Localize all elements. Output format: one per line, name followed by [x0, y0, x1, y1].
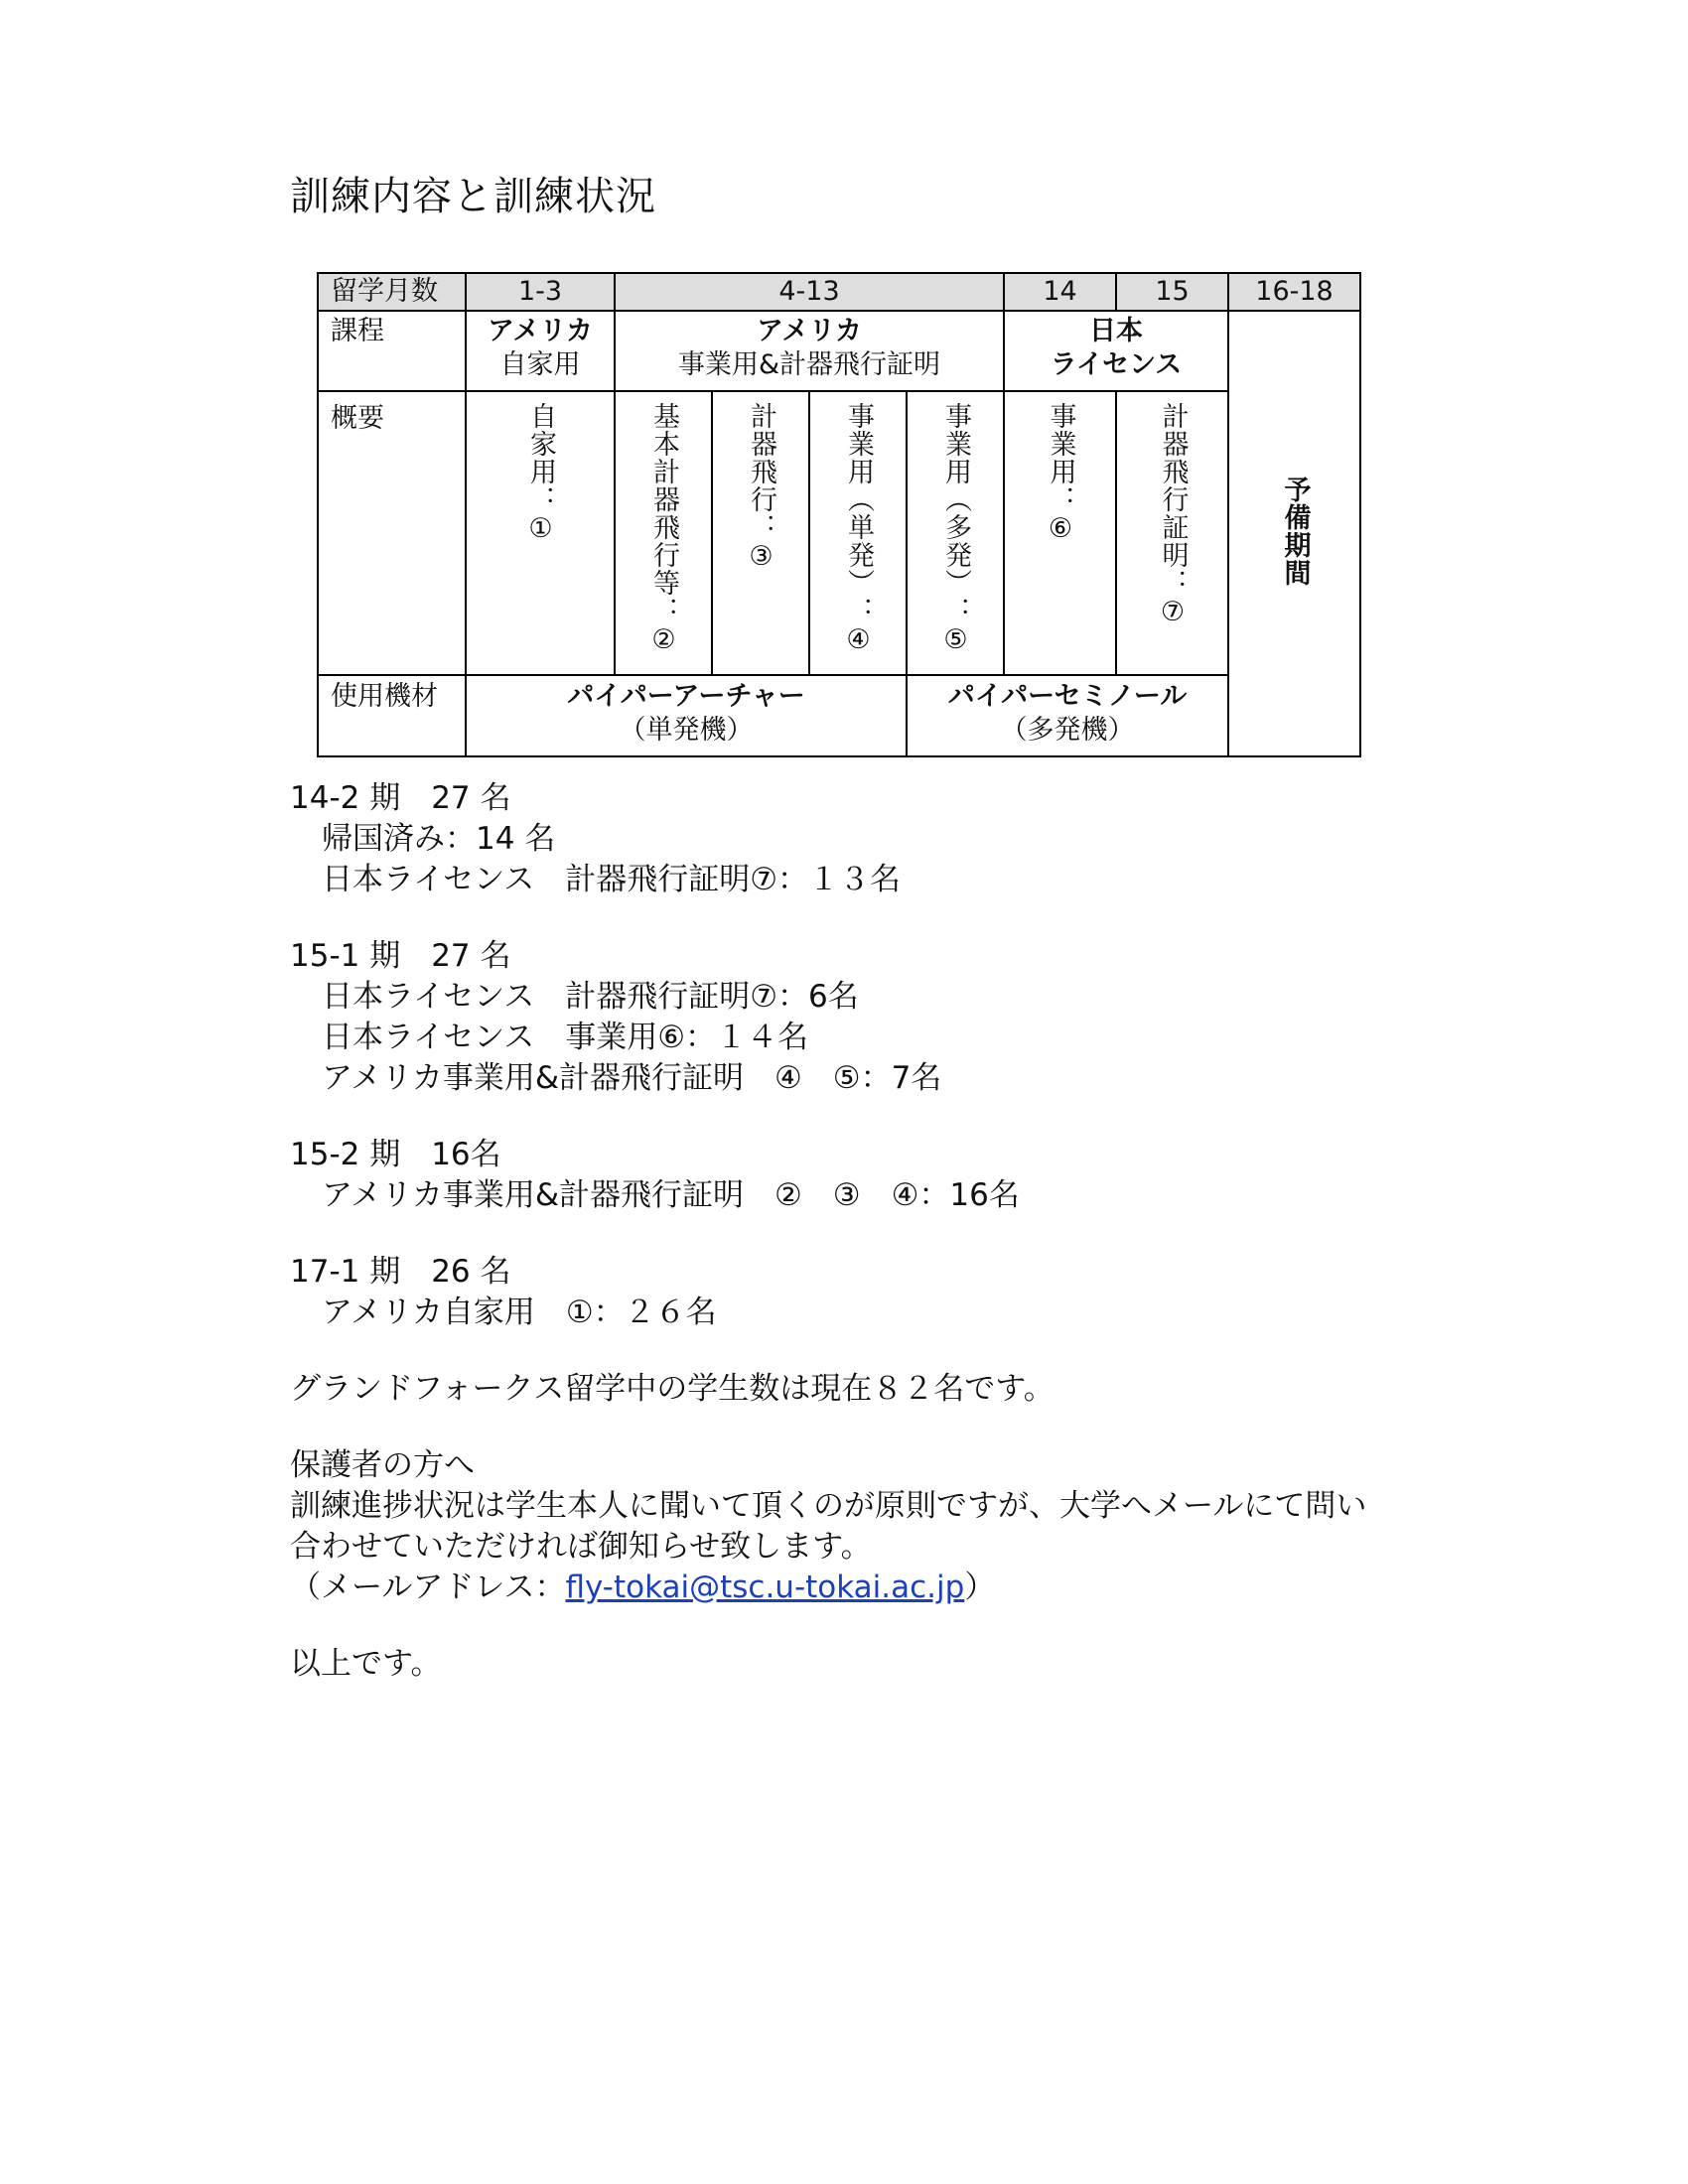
reserve-period-text: 予備期間	[1279, 475, 1311, 587]
summary-row	[318, 391, 1360, 675]
months-row	[318, 273, 1360, 311]
summary-cell	[712, 391, 809, 675]
course-type: 自家用	[499, 349, 581, 380]
training-schedule-table	[317, 272, 1361, 757]
course-country: 日本	[1089, 316, 1143, 346]
guardian-text: 訓練進捗状況は学生本人に聞いて頂くのが原則ですが、大学へメールにて問い	[290, 1488, 1367, 1524]
course-type: 事業用&計器飛行証明	[677, 349, 941, 380]
course-country: アメリカ	[487, 316, 594, 346]
summary-cell	[466, 391, 615, 675]
months-cell: 16-18	[1228, 273, 1360, 311]
aircraft-name: パイパーアーチャー	[567, 681, 805, 712]
cohort-line: 日本ライセンス 計器飛行証明⑦：１３名	[322, 862, 901, 897]
cohort-line: アメリカ事業用&計器飛行証明 ② ③ ④：16名	[322, 1177, 1020, 1213]
summary-text: 自家用：①	[525, 402, 556, 545]
guardian-section	[290, 1445, 1366, 1608]
equipment-cell	[907, 675, 1228, 756]
months-cell: 1-3	[466, 273, 615, 311]
cohort-header: 17-1 期 26 名	[290, 1254, 511, 1290]
cohort-line: 日本ライセンス 事業用⑥：１４名	[322, 1020, 808, 1055]
equipment-row	[318, 675, 1360, 756]
closing-text: 以上です。	[290, 1646, 442, 1682]
cohort-group	[290, 778, 1366, 900]
aircraft-name: パイパーセミノール	[947, 681, 1188, 712]
course-label: 課程	[318, 311, 466, 391]
course-cell	[615, 311, 1004, 391]
cohort-header: 15-2 期 16名	[290, 1137, 501, 1172]
cohort-group	[290, 1252, 1366, 1333]
cohort-line: 日本ライセンス 計器飛行証明⑦：6名	[322, 979, 859, 1015]
course-country: アメリカ	[756, 316, 863, 346]
summary-text: 事業用（多発）：⑤	[940, 402, 971, 656]
cohort-header: 15-1 期 27 名	[290, 938, 511, 974]
cohort-group	[290, 936, 1366, 1099]
cohort-line: 帰国済み：14 名	[322, 821, 556, 857]
cohort-line: アメリカ自家用 ①：２６名	[322, 1295, 717, 1330]
equipment-label: 使用機材	[318, 675, 466, 756]
course-cell	[466, 311, 615, 391]
total-students-note: グランドフォークス留学中の学生数は現在８２名です。	[290, 1371, 1055, 1407]
equipment-cell	[466, 675, 907, 756]
summary-text: 基本計器飛行等：②	[648, 402, 679, 656]
course-cell	[1004, 311, 1228, 391]
summary-text: 計器飛行：③	[746, 402, 776, 573]
summary-cell	[809, 391, 907, 675]
email-line	[290, 1568, 1366, 1608]
months-cell: 14	[1004, 273, 1116, 311]
aircraft-type: （単発機）	[619, 715, 754, 746]
months-cell: 15	[1116, 273, 1228, 311]
cohort-line: アメリカ事業用&計器飛行証明 ④ ⑤：7名	[322, 1060, 942, 1096]
summary-text: 計器飛行証明：⑦	[1157, 402, 1189, 628]
summary-text: 事業用：⑥	[1045, 402, 1076, 545]
cohort-header: 14-2 期 27 名	[290, 780, 511, 816]
summary-cell	[907, 391, 1004, 675]
document-body	[290, 778, 1366, 1685]
course-type: ライセンス	[1050, 349, 1183, 380]
months-cell: 4-13	[615, 273, 1004, 311]
email-prefix: （メールアドレス：	[290, 1570, 566, 1605]
summary-cell	[1116, 391, 1228, 675]
aircraft-type: （多発機）	[1000, 715, 1135, 746]
page-title: 訓練内容と訓練状況	[290, 174, 656, 219]
guardian-heading: 保護者の方へ	[290, 1447, 475, 1483]
summary-text: 事業用（単発）：④	[843, 402, 874, 656]
email-link[interactable]: fly-tokai@tsc.u-tokai.ac.jp	[565, 1570, 965, 1605]
course-row	[318, 311, 1360, 391]
months-label: 留学月数	[318, 273, 466, 311]
summary-cell	[1004, 391, 1116, 675]
reserve-period-cell	[1228, 311, 1360, 756]
cohort-group	[290, 1135, 1366, 1216]
email-suffix: ）	[964, 1570, 996, 1605]
guardian-text: 合わせていただければ御知らせ致します。	[290, 1529, 872, 1565]
summary-cell	[615, 391, 712, 675]
summary-label: 概要	[318, 391, 466, 675]
